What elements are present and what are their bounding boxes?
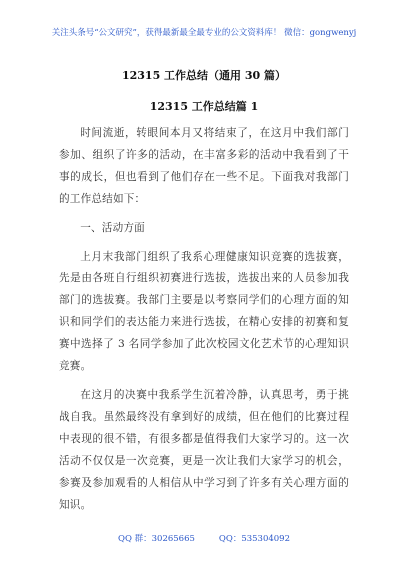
promo-header: 关注头条号“公文研究”，获得最新最全最专业的公文资料库！ 微信：gongwenyj xyxy=(51,28,357,38)
paragraph-selection: 上月末我部门组织了我系心理健康知识竞赛的选拔赛，先是由各班自行组织初赛进行选拔，选拔出来的人员参加我部门的选拔赛。我部门主要是以考察同学们的心理方面的知识和同学们的表达能力来进行选拔，在精心安排的初赛和复赛中选择了 3 名同学参加了此次校园文化艺术节的心理知识竞赛。 xyxy=(59,250,349,373)
promo-footer xyxy=(0,532,408,544)
document-body xyxy=(59,123,349,516)
section-heading-activities: 一、活动方面 xyxy=(80,221,145,234)
qq-group-text: QQ 群：30265665 xyxy=(117,534,195,544)
document-title: 12315 工作总结（通用 30 篇） xyxy=(121,69,287,82)
section-title: 12315 工作总结篇 1 xyxy=(149,100,259,113)
paragraph-finals: 在这月的决赛中我系学生沉着冷静，认真思考，勇于挑战自我。虽然最终没有拿到好的成绩，但在他们的比赛过程中表现的很不错，有很多都是值得我们大家学习的。这一次活动不仅仅是一次竞赛，更是一次让我们大家学习的机会，参赛及参加观看的人相信从中学习到了许多有关心理方面的知识。 xyxy=(59,388,349,511)
paragraph-intro: 时间流逝，转眼间本月又将结束了，在这月中我们部门参加、组织了许多的活动，在丰富多彩的活动中我看到了干事的成长，但也看到了他们存在一些不足。下面我对我部门的工作总结如下： xyxy=(59,127,349,205)
qq-contact-text: QQ：535304092 xyxy=(218,534,290,544)
